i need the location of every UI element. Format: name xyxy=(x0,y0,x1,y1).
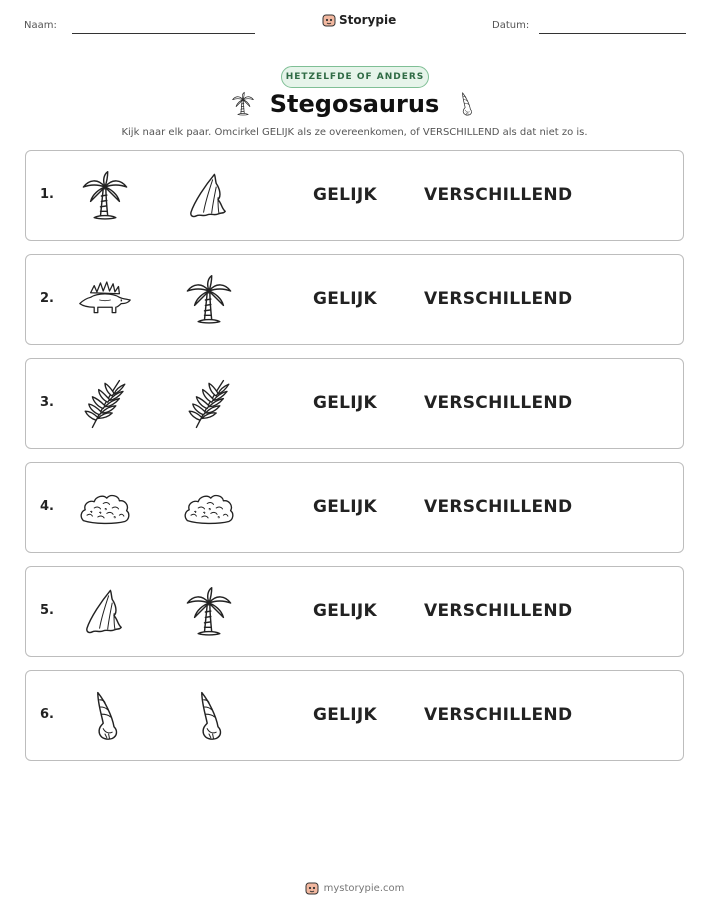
option-different[interactable]: VERSCHILLEND xyxy=(424,601,573,621)
row-number: 2. xyxy=(40,291,54,306)
storypie-logo-icon xyxy=(322,13,336,27)
title-row xyxy=(0,90,709,118)
storypie-logo-icon xyxy=(305,881,319,895)
question-row xyxy=(25,254,684,345)
shell-icon xyxy=(76,585,134,639)
option-same[interactable]: GELIJK xyxy=(313,289,378,309)
question-row xyxy=(25,670,684,761)
name-field-line[interactable] xyxy=(72,33,255,34)
horn-shell-icon xyxy=(180,689,238,743)
question-row xyxy=(25,150,684,241)
horn-shell-icon xyxy=(453,90,479,118)
option-different[interactable]: VERSCHILLEND xyxy=(424,289,573,309)
instructions: Kijk naar elk paar. Omcirkel GELIJK als ze overeenkomen, of VERSCHILLEND als dat niet zo is. xyxy=(121,127,588,138)
activity-badge: HETZELFDE OF ANDERS xyxy=(281,66,429,88)
option-same[interactable]: GELIJK xyxy=(313,393,378,413)
horn-shell-icon xyxy=(76,689,134,743)
brand-logo xyxy=(322,13,396,27)
question-row xyxy=(25,358,684,449)
palm-tree-icon xyxy=(180,273,238,327)
row-number: 6. xyxy=(40,707,54,722)
palm-tree-icon xyxy=(230,90,256,118)
option-different[interactable]: VERSCHILLEND xyxy=(424,705,573,725)
fern-leaf-icon xyxy=(180,377,238,431)
date-label: Datum: xyxy=(492,20,530,31)
footer xyxy=(0,881,709,895)
question-row xyxy=(25,462,684,553)
stegosaurus-icon xyxy=(76,273,134,327)
option-different[interactable]: VERSCHILLEND xyxy=(424,185,573,205)
palm-tree-icon xyxy=(76,169,134,223)
option-same[interactable]: GELIJK xyxy=(313,185,378,205)
bush-icon xyxy=(180,481,238,535)
option-same[interactable]: GELIJK xyxy=(313,601,378,621)
fern-leaf-icon xyxy=(76,377,134,431)
palm-tree-icon xyxy=(180,585,238,639)
brand-name: Storypie xyxy=(339,13,397,27)
row-number: 5. xyxy=(40,603,54,618)
footer-url[interactable]: mystorypie.com xyxy=(323,882,405,894)
row-number: 3. xyxy=(40,395,54,410)
option-different[interactable]: VERSCHILLEND xyxy=(424,393,573,413)
name-label: Naam: xyxy=(24,20,57,31)
page-title: Stegosaurus xyxy=(269,90,440,118)
shell-icon xyxy=(180,169,238,223)
option-different[interactable]: VERSCHILLEND xyxy=(424,497,573,517)
option-same[interactable]: GELIJK xyxy=(313,705,378,725)
date-field-line[interactable] xyxy=(539,33,686,34)
row-number: 1. xyxy=(40,187,54,202)
bush-icon xyxy=(76,481,134,535)
question-row xyxy=(25,566,684,657)
option-same[interactable]: GELIJK xyxy=(313,497,378,517)
row-number: 4. xyxy=(40,499,54,514)
